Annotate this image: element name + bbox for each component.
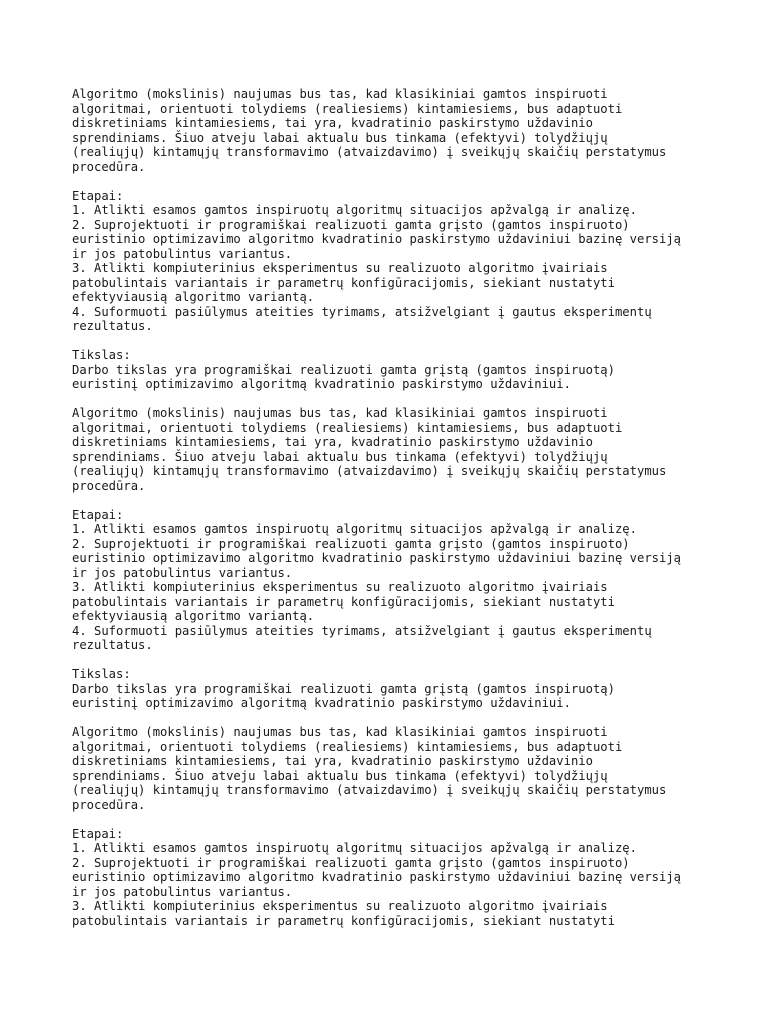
document-body — [72, 87, 712, 943]
text-line: sprendiniams. Šiuo atveju labai aktualu bus tinkama (efektyvi) tolydžiųjų — [72, 768, 608, 783]
text-block — [72, 406, 712, 493]
text-line: Algoritmo (mokslinis) naujumas bus tas, kad klasikiniai gamtos inspiruoti — [72, 725, 608, 739]
text-line: ir jos patobulintus variantus. — [72, 246, 293, 261]
text-line: Tikslas: — [72, 667, 131, 681]
text-line: procedūra. — [72, 478, 146, 493]
text-line: Etapai: — [72, 188, 124, 203]
text-line: euristinį optimizavimo algoritmą kvadratinio paskirstymo uždaviniui. — [72, 377, 571, 391]
text-line: 4. Suformuoti pasiūlymus ateities tyrimams, atsižvelgiant į gautus eksperimentų — [72, 304, 652, 319]
text-line: patobulintais variantais ir parametrų konfigūracijomis, siekiant nustatyti — [72, 594, 615, 609]
text-line: Darbo tikslas yra programiškai realizuoti gamta grįstą (gamtos inspiruotą) — [72, 681, 615, 696]
text-block — [72, 667, 712, 711]
text-block — [72, 189, 712, 334]
text-block — [72, 348, 712, 392]
text-line: ir jos patobulintus variantus. — [72, 565, 293, 580]
text-line: (realiųjų) kintamųjų transformavimo (atvaizdavimo) į sveikųjų skaičių perstatymus — [72, 464, 667, 478]
text-line: rezultatus. — [72, 638, 153, 652]
text-line: 2. Suprojektuoti ir programiškai realizuoti gamta grįsto (gamtos inspiruoto) — [72, 217, 630, 232]
text-line: patobulintais variantais ir parametrų konfigūracijomis, siekiant nustatyti — [72, 913, 615, 928]
text-line: Algoritmo (mokslinis) naujumas bus tas, kad klasikiniai gamtos inspiruoti — [72, 406, 608, 420]
text-line: 3. Atlikti kompiuterinius eksperimentus su realizuoto algoritmo įvairiais — [72, 580, 608, 594]
text-line: sprendiniams. Šiuo atveju labai aktualu bus tinkama (efektyvi) tolydžiųjų — [72, 449, 608, 464]
text-line: 1. Atlikti esamos gamtos inspiruotų algoritmų situacijos apžvalgą ir analizę. — [72, 522, 637, 536]
text-line: (realiųjų) kintamųjų transformavimo (atvaizdavimo) į sveikųjų skaičių perstatymus — [72, 783, 667, 797]
text-block — [72, 827, 712, 929]
text-line: rezultatus. — [72, 319, 153, 333]
text-block — [72, 508, 712, 653]
text-line: algoritmai, orientuoti tolydiems (realiesiems) kintamiesiems, bus adaptuoti — [72, 420, 623, 435]
text-line: 3. Atlikti kompiuterinius eksperimentus su realizuoto algoritmo įvairiais — [72, 261, 608, 275]
text-line: 2. Suprojektuoti ir programiškai realizuoti gamta grįsto (gamtos inspiruoto) — [72, 855, 630, 870]
text-line: patobulintais variantais ir parametrų konfigūracijomis, siekiant nustatyti — [72, 275, 615, 290]
text-line: diskretiniams kintamiesiems, tai yra, kvadratinio paskirstymo uždavinio — [72, 435, 593, 449]
text-line: (realiųjų) kintamųjų transformavimo (atvaizdavimo) į sveikųjų skaičių perstatymus — [72, 145, 667, 159]
text-line: algoritmai, orientuoti tolydiems (realiesiems) kintamiesiems, bus adaptuoti — [72, 101, 623, 116]
text-line: 3. Atlikti kompiuterinius eksperimentus su realizuoto algoritmo įvairiais — [72, 899, 608, 913]
text-line: diskretiniams kintamiesiems, tai yra, kvadratinio paskirstymo uždavinio — [72, 754, 593, 768]
text-line: euristinio optimizavimo algoritmo kvadratinio paskirstymo uždaviniui bazinę versiją — [72, 870, 682, 884]
text-block — [72, 725, 712, 812]
text-line: Etapai: — [72, 507, 124, 522]
text-line: ir jos patobulintus variantus. — [72, 884, 293, 899]
text-line: algoritmai, orientuoti tolydiems (realiesiems) kintamiesiems, bus adaptuoti — [72, 739, 623, 754]
text-line: euristinio optimizavimo algoritmo kvadratinio paskirstymo uždaviniui bazinę versiją — [72, 232, 682, 246]
text-line: procedūra. — [72, 797, 146, 812]
text-line: 1. Atlikti esamos gamtos inspiruotų algoritmų situacijos apžvalgą ir analizę. — [72, 203, 637, 217]
text-line: sprendiniams. Šiuo atveju labai aktualu bus tinkama (efektyvi) tolydžiųjų — [72, 130, 608, 145]
text-line: Algoritmo (mokslinis) naujumas bus tas, kad klasikiniai gamtos inspiruoti — [72, 87, 608, 101]
text-line: euristinio optimizavimo algoritmo kvadratinio paskirstymo uždaviniui bazinę versiją — [72, 551, 682, 565]
text-line: procedūra. — [72, 159, 146, 174]
text-line: Darbo tikslas yra programiškai realizuoti gamta grįstą (gamtos inspiruotą) — [72, 362, 615, 377]
text-line: 1. Atlikti esamos gamtos inspiruotų algoritmų situacijos apžvalgą ir analizę. — [72, 841, 637, 855]
text-line: efektyviausią algoritmo variantą. — [72, 290, 315, 304]
text-line: 2. Suprojektuoti ir programiškai realizuoti gamta grįsto (gamtos inspiruoto) — [72, 536, 630, 551]
text-line: Etapai: — [72, 826, 124, 841]
text-line: 4. Suformuoti pasiūlymus ateities tyrimams, atsižvelgiant į gautus eksperimentų — [72, 623, 652, 638]
text-line: diskretiniams kintamiesiems, tai yra, kvadratinio paskirstymo uždavinio — [72, 116, 593, 130]
text-line: euristinį optimizavimo algoritmą kvadratinio paskirstymo uždaviniui. — [72, 696, 571, 710]
text-line: efektyviausią algoritmo variantą. — [72, 609, 315, 623]
text-block — [72, 87, 712, 174]
text-line: Tikslas: — [72, 348, 131, 362]
